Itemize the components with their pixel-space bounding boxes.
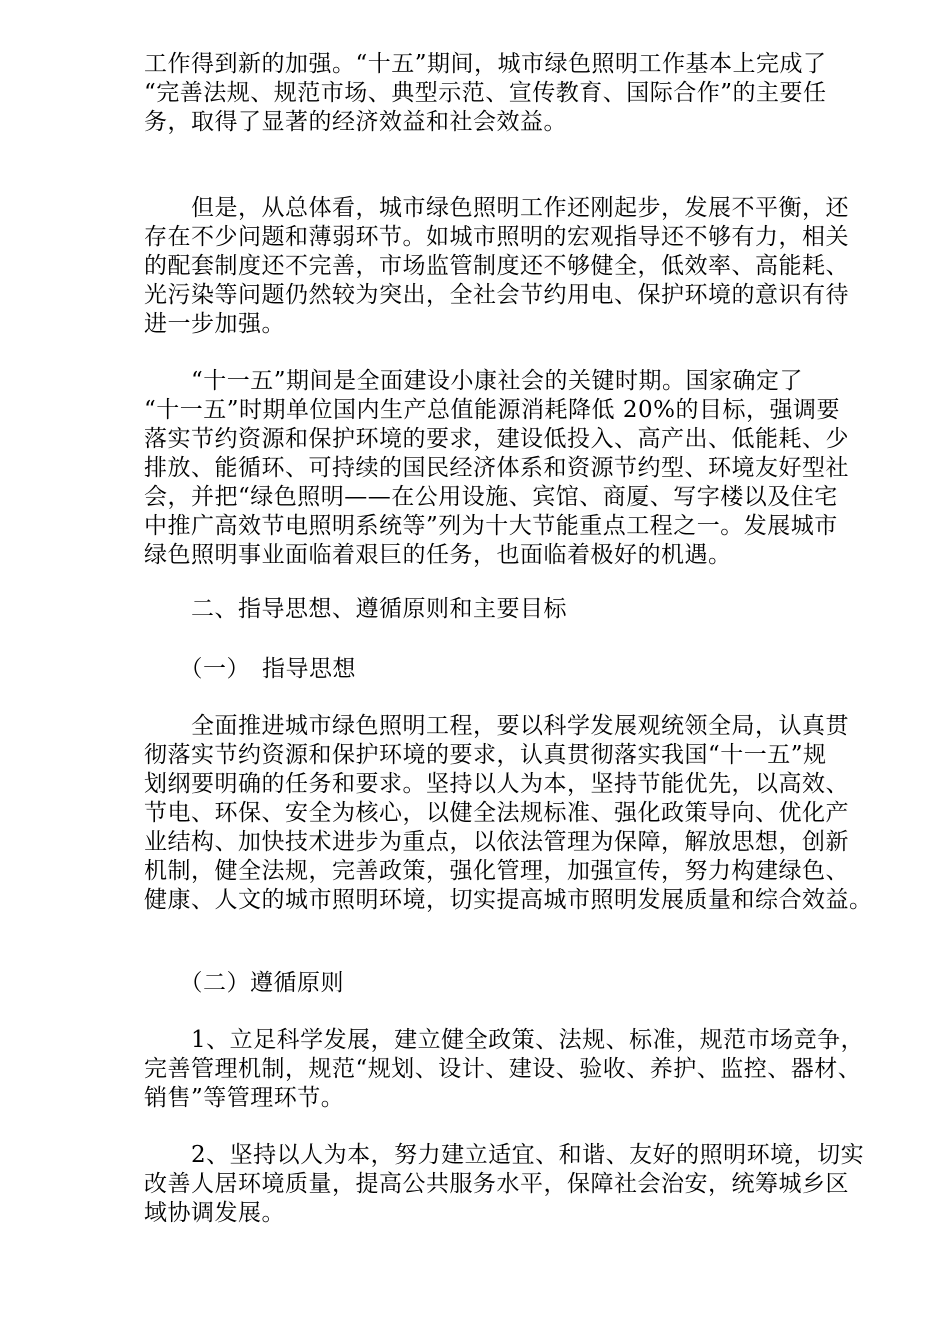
text-line: 划纲要明确的任务和要求。坚持以人为本，坚持节能优先，以高效、 <box>144 771 849 797</box>
text-line: 2、坚持以人为本，努力建立适宜、和谐、友好的照明环境，切实 <box>144 1142 865 1168</box>
text-line: 中推广高效节电照明系统等”列为十大节能重点工程之一。发展城市 <box>144 513 838 539</box>
text-line: 健康、人文的城市照明环境，切实提高城市照明发展质量和综合效益。 <box>144 887 873 913</box>
paragraph-problems <box>144 194 884 339</box>
paragraph-principle-two <box>144 1141 884 1228</box>
heading-text: （一） 指导思想 <box>144 656 356 682</box>
text-line: 进一步加强。 <box>144 311 285 337</box>
heading-text: （二）遵循原则 <box>144 970 344 996</box>
text-line: 排放、能循环、可持续的国民经济体系和资源节约型、环境友好型社 <box>144 455 849 481</box>
text-line: 落实节约资源和保护环境的要求，建设低投入、高产出、低能耗、少 <box>144 426 849 452</box>
paragraph-eleventh-five-year <box>144 367 884 570</box>
text-line: 绿色照明事业面临着艰巨的任务，也面临着极好的机遇。 <box>144 542 732 568</box>
text-line: 节电、环保、安全为核心，以健全法规标准、强化政策导向、优化产 <box>144 800 849 826</box>
subsection-heading-guiding-ideology <box>144 655 884 684</box>
text-line: 彻落实节约资源和保护环境的要求，认真贯彻落实我国“十一五”规 <box>144 742 827 768</box>
text-line: 域协调发展。 <box>144 1200 285 1226</box>
text-line: 1、立足科学发展，建立健全政策、法规、标准，规范市场竞争， <box>144 1027 865 1053</box>
text-line: 存在不少问题和薄弱环节。如城市照明的宏观指导还不够有力，相关 <box>144 224 849 250</box>
text-line: 全面推进城市绿色照明工程，要以科学发展观统领全局，认真贯 <box>144 713 849 739</box>
subsection-heading-principles <box>144 969 884 998</box>
text-line: 业结构、加快技术进步为重点，以依法管理为保障，解放思想，创新 <box>144 829 849 855</box>
heading-text: 二、指导思想、遵循原则和主要目标 <box>144 596 567 622</box>
paragraph-principle-one <box>144 1026 884 1113</box>
text-line: 改善人居环境质量，提高公共服务水平，保障社会治安，统筹城乡区 <box>144 1171 849 1197</box>
text-line: 务，取得了显著的经济效益和社会效益。 <box>144 109 567 135</box>
text-line: 工作得到新的加强。“十五”期间，城市绿色照明工作基本上完成了 <box>144 51 827 77</box>
text-line: 会，并把“绿色照明——在公用设施、宾馆、商厦、写字楼以及住宅 <box>144 484 838 510</box>
section-heading-two <box>144 595 884 624</box>
text-line: “完善法规、规范市场、典型示范、宣传教育、国际合作”的主要任 <box>144 80 827 106</box>
paragraph-guiding-ideology <box>144 712 884 915</box>
text-line: “十一五”期间是全面建设小康社会的关键时期。国家确定了 <box>144 368 804 394</box>
paragraph-intro-continuation <box>144 50 884 137</box>
text-line: “十一五”时期单位国内生产总值能源消耗降低 20%的目标，强调要 <box>144 397 840 423</box>
text-line: 的配套制度还不完善，市场监管制度还不够健全，低效率、高能耗、 <box>144 253 849 279</box>
text-line: 完善管理机制，规范“规划、设计、建设、验收、养护、监控、器材、 <box>144 1056 862 1082</box>
text-line: 销售”等管理环节。 <box>144 1085 345 1111</box>
text-line: 但是，从总体看，城市绿色照明工作还刚起步，发展不平衡，还 <box>144 195 849 221</box>
text-line: 光污染等问题仍然较为突出，全社会节约用电、保护环境的意识有待 <box>144 282 849 308</box>
text-line: 机制，健全法规，完善政策，强化管理，加强宣传，努力构建绿色、 <box>144 858 849 884</box>
